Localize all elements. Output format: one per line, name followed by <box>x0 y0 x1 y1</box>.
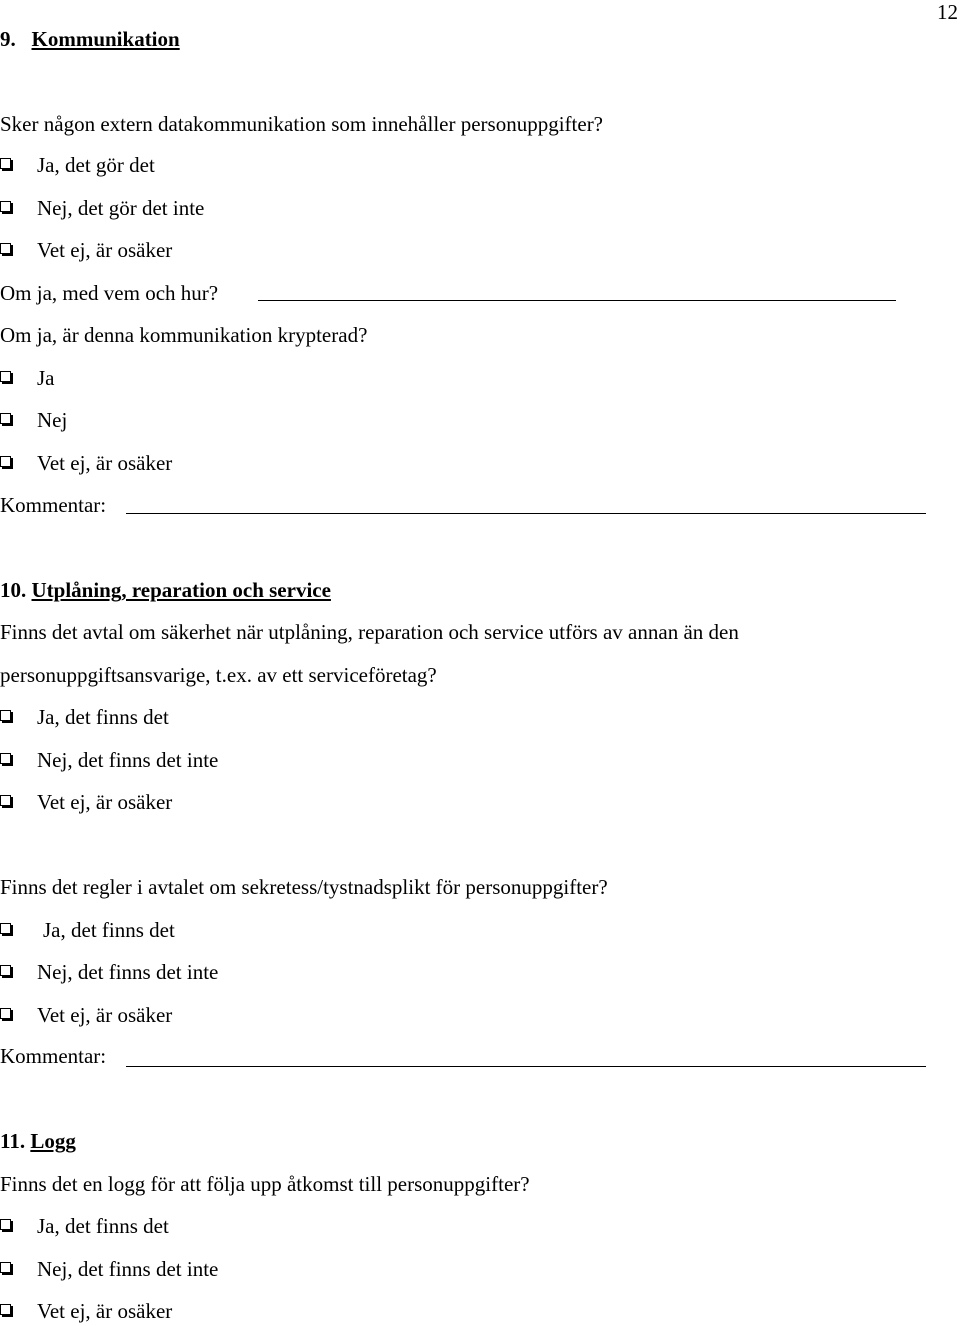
section-10-title: Utplåning, reparation och service <box>31 578 331 602</box>
checkbox-icon[interactable] <box>0 753 11 764</box>
s11-question-1: Finns det en logg för att följa upp åtkomst till personuppgifter? <box>0 1172 530 1196</box>
option-label: Nej <box>37 408 68 432</box>
s9-comment-line[interactable] <box>126 513 926 514</box>
checkbox-icon[interactable] <box>0 965 11 976</box>
checkbox-icon[interactable] <box>0 243 11 254</box>
checkbox-icon[interactable] <box>0 1304 11 1315</box>
option-label: Ja, det gör det <box>37 153 155 177</box>
checkbox-icon[interactable] <box>0 710 11 721</box>
checkbox-icon[interactable] <box>0 923 11 934</box>
checkbox-icon[interactable] <box>0 1219 11 1230</box>
section-10-number: 10. <box>0 578 27 602</box>
s9-question-2: Om ja, är denna kommunikation krypterad? <box>0 323 368 347</box>
page-number: 12 <box>937 0 958 24</box>
s10-question-1-line-2: personuppgiftsansvarige, t.ex. av ett serviceföretag? <box>0 663 437 687</box>
s9-question-1: Sker någon extern datakommunikation som innehåller personuppgifter? <box>0 112 604 136</box>
checkbox-icon[interactable] <box>0 371 11 382</box>
option-label: Vet ej, är osäker <box>37 451 173 475</box>
option-label: Vet ej, är osäker <box>37 238 173 262</box>
section-11-heading <box>0 1128 76 1154</box>
s10-comment-label: Kommentar: <box>0 1044 107 1068</box>
section-11-number: 11. <box>0 1129 26 1153</box>
option-label: Vet ej, är osäker <box>37 1299 173 1323</box>
s10-question-2: Finns det regler i avtalet om sekretess/tystnadsplikt för personuppgifter? <box>0 875 608 899</box>
option-label: Vet ej, är osäker <box>37 1003 173 1027</box>
s9-followup-answer-line[interactable] <box>258 300 896 301</box>
option-label: Ja <box>37 366 55 390</box>
option-label: Ja, det finns det <box>37 705 169 729</box>
s10-question-1-line-1: Finns det avtal om säkerhet när utplåning, reparation och service utförs av annan än den <box>0 620 739 644</box>
section-11-title: Logg <box>30 1129 76 1153</box>
section-9-number: 9. <box>0 27 16 51</box>
checkbox-icon[interactable] <box>0 413 11 424</box>
option-label: Nej, det finns det inte <box>37 1257 219 1281</box>
section-10-heading <box>0 577 331 603</box>
checkbox-icon[interactable] <box>0 456 11 467</box>
option-label: Nej, det gör det inte <box>37 196 205 220</box>
checkbox-icon[interactable] <box>0 1008 11 1019</box>
option-label: Nej, det finns det inte <box>37 748 219 772</box>
s10-comment-line[interactable] <box>126 1066 926 1067</box>
section-9-title: Kommunikation <box>31 27 180 51</box>
s9-comment-label: Kommentar: <box>0 493 107 517</box>
checkbox-icon[interactable] <box>0 158 11 169</box>
option-label: Ja, det finns det <box>43 918 175 942</box>
s9-followup-label: Om ja, med vem och hur? <box>0 281 219 305</box>
checkbox-icon[interactable] <box>0 201 11 212</box>
option-label: Nej, det finns det inte <box>37 960 219 984</box>
section-9-heading <box>0 26 180 52</box>
option-label: Vet ej, är osäker <box>37 790 173 814</box>
checkbox-icon[interactable] <box>0 795 11 806</box>
option-label: Ja, det finns det <box>37 1214 169 1238</box>
checkbox-icon[interactable] <box>0 1262 11 1273</box>
